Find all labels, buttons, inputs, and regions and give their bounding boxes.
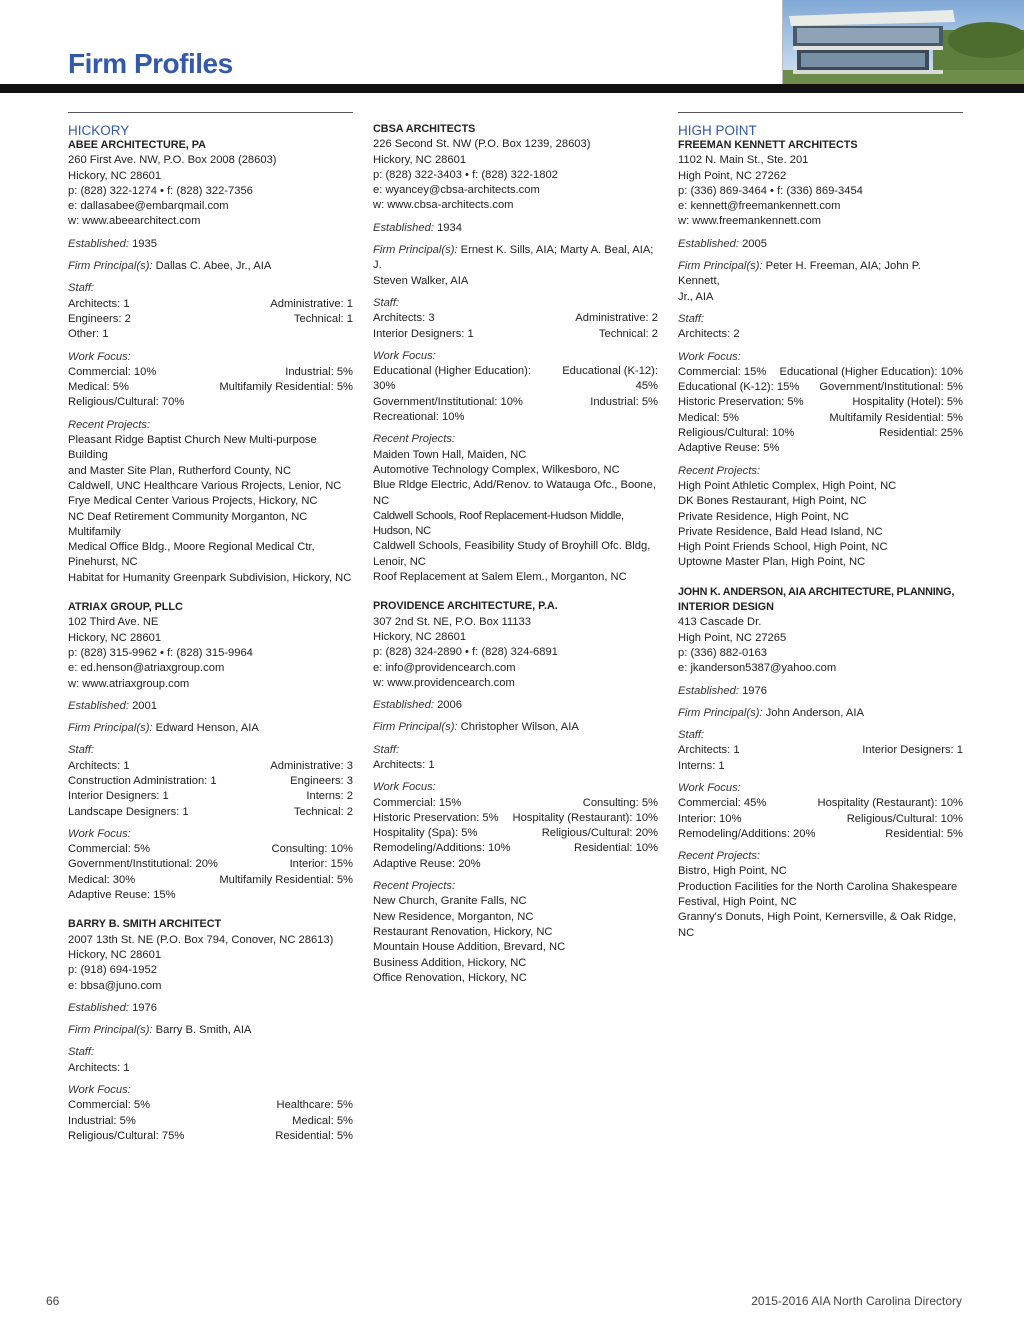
principals-line: Firm Principal(s): Ernest K. Sills, AIA; Marty A. Beal, AIA; J. [373,244,654,272]
recent-projects-label: Recent Projects: [373,433,456,446]
staff-row: Interns: 1 [678,759,725,772]
project-line: Private Residence, Bald Head Island, NC [678,525,883,538]
directory-title: 2015-2016 AIA North Carolina Directory [751,1294,962,1308]
email: e: wyancey@cbsa-architects.com [373,184,540,197]
phone: p: (336) 882-0163 [678,646,767,659]
focus-row: Adaptive Reuse: 5% [678,442,780,455]
address-line: 307 2nd St. NE, P.O. Box 11133 [373,615,531,628]
work-focus-label: Work Focus: [373,349,436,362]
focus-row: Historic Preservation: 5% Hospitality (Restaurant): 10% [373,811,658,824]
staff-row: Landscape Designers: 1 Technical: 2 [68,805,353,818]
focus-row: Adaptive Reuse: 15% [68,889,176,902]
website: w: www.abeearchitect.com [68,215,201,228]
project-line: Frye Medical Center Various Projects, Hickory, NC [68,495,318,508]
staff-row: Architects: 1 [68,1061,130,1074]
address-line: Hickory, NC 28601 [68,169,162,182]
project-line: High Point Friends School, High Point, NC [678,541,888,554]
recent-projects-label: Recent Projects: [678,464,761,477]
phone: p: (918) 694-1952 [68,964,157,977]
phone-fax: p: (828) 322-3403 • f: (828) 322-1802 [373,168,558,181]
region-heading: HIGH POINT [678,123,757,138]
established-line: Established: 1976 [678,684,767,697]
project-line: and Master Site Plan, Rutherford County, NC [68,464,292,477]
focus-row: Medical: 30% Multifamily Residential: 5% [68,873,353,886]
email: e: dallasabee@embarqmail.com [68,200,229,213]
principals-line: Firm Principal(s): Dallas C. Abee, Jr., AIA [68,260,272,273]
focus-row: Interior: 10% Religious/Cultural: 10% [678,812,963,825]
staff-label: Staff: [678,312,705,325]
work-focus-label: Work Focus: [678,781,741,794]
focus-row: Medical: 5% Multifamily Residential: 5% [678,411,963,424]
principals-line: Firm Principal(s): Edward Henson, AIA [68,722,259,735]
project-line: Pleasant Ridge Baptist Church New Multi-purpose Building [68,434,317,462]
focus-row: Educational (Higher Education): 30% Educational (K-12): 45% [373,365,658,393]
focus-row: Remodeling/Additions: 20% Residential: 5% [678,827,963,840]
principals-line: Firm Principal(s): Barry B. Smith, AIA [68,1024,252,1037]
focus-row: Government/Institutional: 20% Interior: 15% [68,858,353,871]
project-line: Caldwell, UNC Healthcare Various Rrojects, Lenior, NC [68,479,342,492]
website: w: www.freemankennett.com [678,215,822,228]
address-line: 1102 N. Main St., Ste. 201 [678,154,809,167]
staff-label: Staff: [373,296,400,309]
staff-row: Other: 1 [68,328,109,341]
project-line: Automotive Technology Complex, Wilkesboro, NC [373,463,620,476]
focus-row: Educational (K-12): 15% Government/Institutional: 5% [678,381,963,394]
project-line: Private Residence, High Point, NC [678,510,849,523]
principals-line: Firm Principal(s): John Anderson, AIA [678,706,864,719]
staff-label: Staff: [68,282,95,295]
established-line: Established: 1935 [68,237,157,250]
project-line: Caldwell Schools, Roof Replacement-Hudson Middle, Hudson, NC [373,509,624,538]
staff-row: Architects: 3 Administrative: 2 [373,312,658,325]
firm-name: FREEMAN KENNETT ARCHITECTS [678,139,858,151]
staff-label: Staff: [68,744,95,757]
project-line: Office Renovation, Hickory, NC [373,971,527,984]
address-line: 102 Third Ave. NE [68,616,159,629]
focus-row: Commercial: 5% Healthcare: 5% [68,1099,353,1112]
address-line: High Point, NC 27265 [678,631,787,644]
firm-profile-john-anderson [678,585,963,941]
staff-row: Interior Designers: 1 Interns: 2 [68,790,353,803]
email: e: ed.henson@atriaxgroup.com [68,662,225,675]
address-line: 260 First Ave. NW, P.O. Box 2008 (28603) [68,154,277,167]
focus-row: Commercial: 15% Consulting: 5% [373,796,658,809]
project-line: Blue Rldge Electric, Add/Renov. to Watauga Ofc., Boone, NC [373,479,656,507]
established-line: Established: 2005 [678,237,767,250]
firm-profile-freeman-kennett [678,138,963,571]
building-photo [782,0,1024,84]
column-high-point [678,112,963,955]
principals-line-cont: Steven Walker, AIA [373,274,469,287]
staff-row: Architects: 1 [373,758,435,771]
project-line: Festival, High Point, NC [678,896,797,909]
address-line: 2007 13th St. NE (P.O. Box 794, Conover, NC 28613) [68,933,334,946]
project-line: Uptowne Master Plan, High Point, NC [678,556,866,569]
firm-name: JOHN K. ANDERSON, AIA ARCHITECTURE, PLANNING, [678,585,955,598]
project-line: Maiden Town Hall, Maiden, NC [373,448,527,461]
focus-row: Commercial: 45% Hospitality (Restaurant): 10% [678,797,963,810]
focus-row: Commercial: 5% Consulting: 10% [68,843,353,856]
address-line: Hickory, NC 28601 [68,631,162,644]
firm-name: PROVIDENCE ARCHITECTURE, P.A. [373,600,558,613]
project-line: Caldwell Schools, Feasibility Study of Broyhill Ofc. Bldg, [373,540,651,553]
established-line: Established: 1934 [373,221,462,234]
project-line: Medical Office Bldg., Moore Regional Medical Ctr, Pinehurst, NC [68,541,315,569]
project-line: Habitat for Humanity Greenpark Subdivision, Hickory, NC [68,571,352,584]
firm-name: ATRIAX GROUP, PLLC [68,601,183,614]
project-line: NC Deaf Retirement Community Morganton, NC Multifamily [68,510,308,538]
project-line: New Church, Granite Falls, NC [373,895,527,908]
website: w: www.atriaxgroup.com [68,677,190,690]
project-line: Granny's Donuts, High Point, Kernersville, & Oak Ridge, NC [678,911,957,939]
recent-projects-label: Recent Projects: [678,850,761,863]
staff-row: Interior Designers: 1 Technical: 2 [373,327,658,340]
focus-row: Medical: 5% Multifamily Residential: 5% [68,381,353,394]
recent-projects-label: Recent Projects: [373,880,456,893]
firm-profile-atriax [68,600,353,903]
firm-profile-cbsa [373,122,658,585]
focus-row: Hospitality (Spa): 5% Religious/Cultural: 20% [373,827,658,840]
email: e: kennett@freemankennett.com [678,200,841,213]
established-line: Established: 1976 [68,1001,157,1014]
header-rule [0,84,1024,93]
work-focus-label: Work Focus: [373,781,436,794]
address-line: Hickory, NC 28601 [373,153,467,166]
work-focus-label: Work Focus: [68,827,131,840]
project-line: Business Addition, Hickory, NC [373,956,527,969]
work-focus-label: Work Focus: [68,1084,131,1097]
staff-row: Architects: 1 Interior Designers: 1 [678,744,963,757]
principals-line: Firm Principal(s): Christopher Wilson, AIA [373,721,579,734]
staff-row: Architects: 2 [678,328,740,341]
firm-name: BARRY B. SMITH ARCHITECT [68,918,222,931]
recent-projects-label: Recent Projects: [68,418,151,431]
staff-row: Engineers: 2 Technical: 1 [68,312,353,325]
focus-row: Recreational: 10% [373,411,465,424]
project-line: Mountain House Addition, Brevard, NC [373,941,566,954]
email: e: bbsa@juno.com [68,979,162,992]
project-line: Production Facilities for the North Carolina Shakespeare [678,880,958,893]
firm-name: ABEE ARCHITECTURE, PA [68,139,206,151]
phone-fax: p: (336) 869-3464 • f: (336) 869-3454 [678,184,863,197]
firm-name: CBSA ARCHITECTS [373,123,476,135]
email: e: jkanderson5387@yahoo.com [678,662,837,675]
email: e: info@providencearch.com [373,661,516,674]
focus-row: Remodeling/Additions: 10% Residential: 10% [373,842,658,855]
focus-row: Historic Preservation: 5% Hospitality (Hotel): 5% [678,396,963,409]
address-line: High Point, NC 27262 [678,169,787,182]
page-number: 66 [46,1294,60,1308]
project-line: High Point Athletic Complex, High Point, NC [678,479,897,492]
focus-row: Industrial: 5% Medical: 5% [68,1114,353,1127]
website: w: www.cbsa-architects.com [373,199,514,212]
established-line: Established: 2006 [373,699,462,712]
project-line: Lenoir, NC [373,555,426,568]
project-line: DK Bones Restaurant, High Point, NC [678,495,867,508]
staff-row: Construction Administration: 1 Engineers: 3 [68,774,353,787]
column-hickory-continued [373,122,658,1000]
focus-row: Commercial: 10% Industrial: 5% [68,365,353,378]
project-line: Bistro, High Point, NC [678,865,787,878]
staff-label: Staff: [678,729,705,742]
focus-row: Commercial: 15% Educational (Higher Education): 10% [678,365,963,378]
focus-row: Religious/Cultural: 70% [68,396,185,409]
focus-row: Adaptive Reuse: 20% [373,857,481,870]
work-focus-label: Work Focus: [678,350,741,363]
phone-fax: p: (828) 324-2890 • f: (828) 324-6891 [373,646,558,659]
staff-row: Architects: 1 Administrative: 3 [68,759,353,772]
website: w: www.providencearch.com [373,676,515,689]
established-line: Established: 2001 [68,699,157,712]
firm-profile-abee [68,138,353,586]
principals-line: Firm Principal(s): Peter H. Freeman, AIA; John P. Kennett, [678,260,921,288]
firm-name-cont: INTERIOR DESIGN [678,601,774,614]
address-line: Hickory, NC 28601 [68,948,162,961]
firm-profile-barry-smith [68,917,353,1144]
focus-row: Government/Institutional: 10% Industrial: 5% [373,395,658,408]
work-focus-label: Work Focus: [68,350,131,363]
phone-fax: p: (828) 322-1274 • f: (828) 322-7356 [68,184,253,197]
project-line: Restaurant Renovation, Hickory, NC [373,925,553,938]
address-line: Hickory, NC 28601 [373,630,467,643]
firm-profile-providence [373,599,658,986]
focus-row: Religious/Cultural: 10% Residential: 25% [678,427,963,440]
region-heading: HICKORY [68,123,130,138]
focus-row: Religious/Cultural: 75% Residential: 5% [68,1129,353,1142]
page-title: Firm Profiles [68,48,233,79]
principals-line-cont: Jr., AIA [678,290,714,303]
staff-row: Architects: 1 Administrative: 1 [68,297,353,310]
project-line: New Residence, Morganton, NC [373,910,534,923]
address-line: 226 Second St. NW (P.O. Box 1239, 28603) [373,138,591,151]
address-line: 413 Cascade Dr. [678,616,762,629]
phone-fax: p: (828) 315-9962 • f: (828) 315-9964 [68,646,253,659]
staff-label: Staff: [373,743,400,756]
project-line: Roof Replacement at Salem Elem., Morganton, NC [373,571,627,584]
staff-label: Staff: [68,1046,95,1059]
column-hickory [68,112,353,1158]
